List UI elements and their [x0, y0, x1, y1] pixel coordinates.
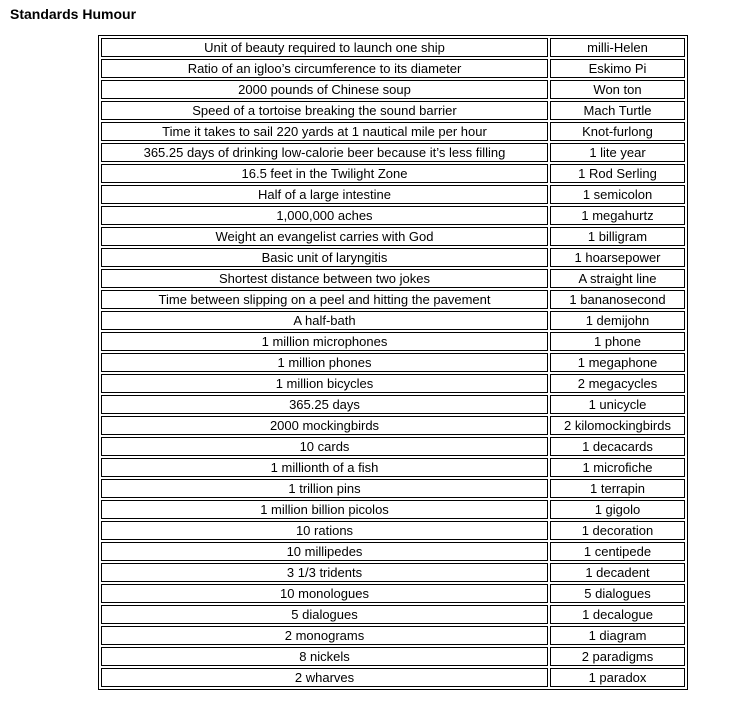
description-cell: Speed of a tortoise breaking the sound barrier [101, 101, 548, 120]
table-row [101, 311, 685, 330]
table-row [101, 563, 685, 582]
table-row [101, 437, 685, 456]
unit-cell: 1 semicolon [550, 185, 685, 204]
unit-cell: A straight line [550, 269, 685, 288]
description-cell: 10 millipedes [101, 542, 548, 561]
description-cell: 2000 pounds of Chinese soup [101, 80, 548, 99]
unit-cell: 1 decacards [550, 437, 685, 456]
description-cell: 2 monograms [101, 626, 548, 645]
table-row [101, 59, 685, 78]
description-cell: Time it takes to sail 220 yards at 1 nautical mile per hour [101, 122, 548, 141]
unit-cell: 1 hoarsepower [550, 248, 685, 267]
description-cell: 10 monologues [101, 584, 548, 603]
unit-cell: 1 unicycle [550, 395, 685, 414]
table-row [101, 458, 685, 477]
description-cell: Ratio of an igloo’s circumference to its diameter [101, 59, 548, 78]
description-cell: 1 million microphones [101, 332, 548, 351]
description-cell: 1 million billion picolos [101, 500, 548, 519]
table-row [101, 668, 685, 687]
table-row [101, 647, 685, 666]
description-cell: Weight an evangelist carries with God [101, 227, 548, 246]
unit-cell: 2 paradigms [550, 647, 685, 666]
description-cell: Time between slipping on a peel and hitting the pavement [101, 290, 548, 309]
unit-cell: 5 dialogues [550, 584, 685, 603]
table-row [101, 269, 685, 288]
description-cell: 2000 mockingbirds [101, 416, 548, 435]
description-cell: 1 trillion pins [101, 479, 548, 498]
table-row [101, 206, 685, 225]
description-cell: Shortest distance between two jokes [101, 269, 548, 288]
unit-cell: 1 decadent [550, 563, 685, 582]
table-row [101, 521, 685, 540]
description-cell: 16.5 feet in the Twilight Zone [101, 164, 548, 183]
description-cell: Basic unit of laryngitis [101, 248, 548, 267]
table-row [101, 143, 685, 162]
unit-cell: Mach Turtle [550, 101, 685, 120]
unit-cell: 1 lite year [550, 143, 685, 162]
table-row [101, 542, 685, 561]
unit-cell: Knot-furlong [550, 122, 685, 141]
unit-cell: 1 centipede [550, 542, 685, 561]
table-row [101, 605, 685, 624]
table-row [101, 332, 685, 351]
table-row [101, 395, 685, 414]
table-row [101, 185, 685, 204]
humour-units-table [98, 35, 688, 690]
description-cell: 3 1/3 tridents [101, 563, 548, 582]
page-title: Standards Humour [10, 6, 137, 22]
unit-cell: 1 phone [550, 332, 685, 351]
table-row [101, 374, 685, 393]
unit-cell: 1 microfiche [550, 458, 685, 477]
table-row [101, 500, 685, 519]
unit-cell: 1 megaphone [550, 353, 685, 372]
unit-cell: 1 gigolo [550, 500, 685, 519]
description-cell: Unit of beauty required to launch one ship [101, 38, 548, 57]
unit-cell: 1 decalogue [550, 605, 685, 624]
unit-cell: milli-Helen [550, 38, 685, 57]
unit-cell: 1 decoration [550, 521, 685, 540]
table-row [101, 353, 685, 372]
description-cell: A half-bath [101, 311, 548, 330]
description-cell: 8 nickels [101, 647, 548, 666]
table-row [101, 479, 685, 498]
unit-cell: 1 Rod Serling [550, 164, 685, 183]
description-cell: 1,000,000 aches [101, 206, 548, 225]
description-cell: 1 million bicycles [101, 374, 548, 393]
description-cell: 1 millionth of a fish [101, 458, 548, 477]
table-row [101, 584, 685, 603]
table-row [101, 290, 685, 309]
table-row [101, 248, 685, 267]
unit-cell: Won ton [550, 80, 685, 99]
unit-cell: Eskimo Pi [550, 59, 685, 78]
table-row [101, 416, 685, 435]
unit-cell: 1 paradox [550, 668, 685, 687]
unit-cell: 1 megahurtz [550, 206, 685, 225]
description-cell: 365.25 days [101, 395, 548, 414]
unit-cell: 1 bananosecond [550, 290, 685, 309]
table-row [101, 164, 685, 183]
table-body [101, 38, 685, 687]
table-row [101, 80, 685, 99]
unit-cell: 1 diagram [550, 626, 685, 645]
unit-cell: 1 demijohn [550, 311, 685, 330]
unit-cell: 1 billigram [550, 227, 685, 246]
table-row [101, 101, 685, 120]
description-cell: 2 wharves [101, 668, 548, 687]
unit-cell: 2 megacycles [550, 374, 685, 393]
table-row [101, 626, 685, 645]
table-row [101, 38, 685, 57]
description-cell: 10 rations [101, 521, 548, 540]
unit-cell: 2 kilomockingbirds [550, 416, 685, 435]
description-cell: 1 million phones [101, 353, 548, 372]
description-cell: 5 dialogues [101, 605, 548, 624]
table-row [101, 227, 685, 246]
description-cell: 10 cards [101, 437, 548, 456]
description-cell: 365.25 days of drinking low-calorie beer because it’s less filling [101, 143, 548, 162]
description-cell: Half of a large intestine [101, 185, 548, 204]
table-row [101, 122, 685, 141]
unit-cell: 1 terrapin [550, 479, 685, 498]
